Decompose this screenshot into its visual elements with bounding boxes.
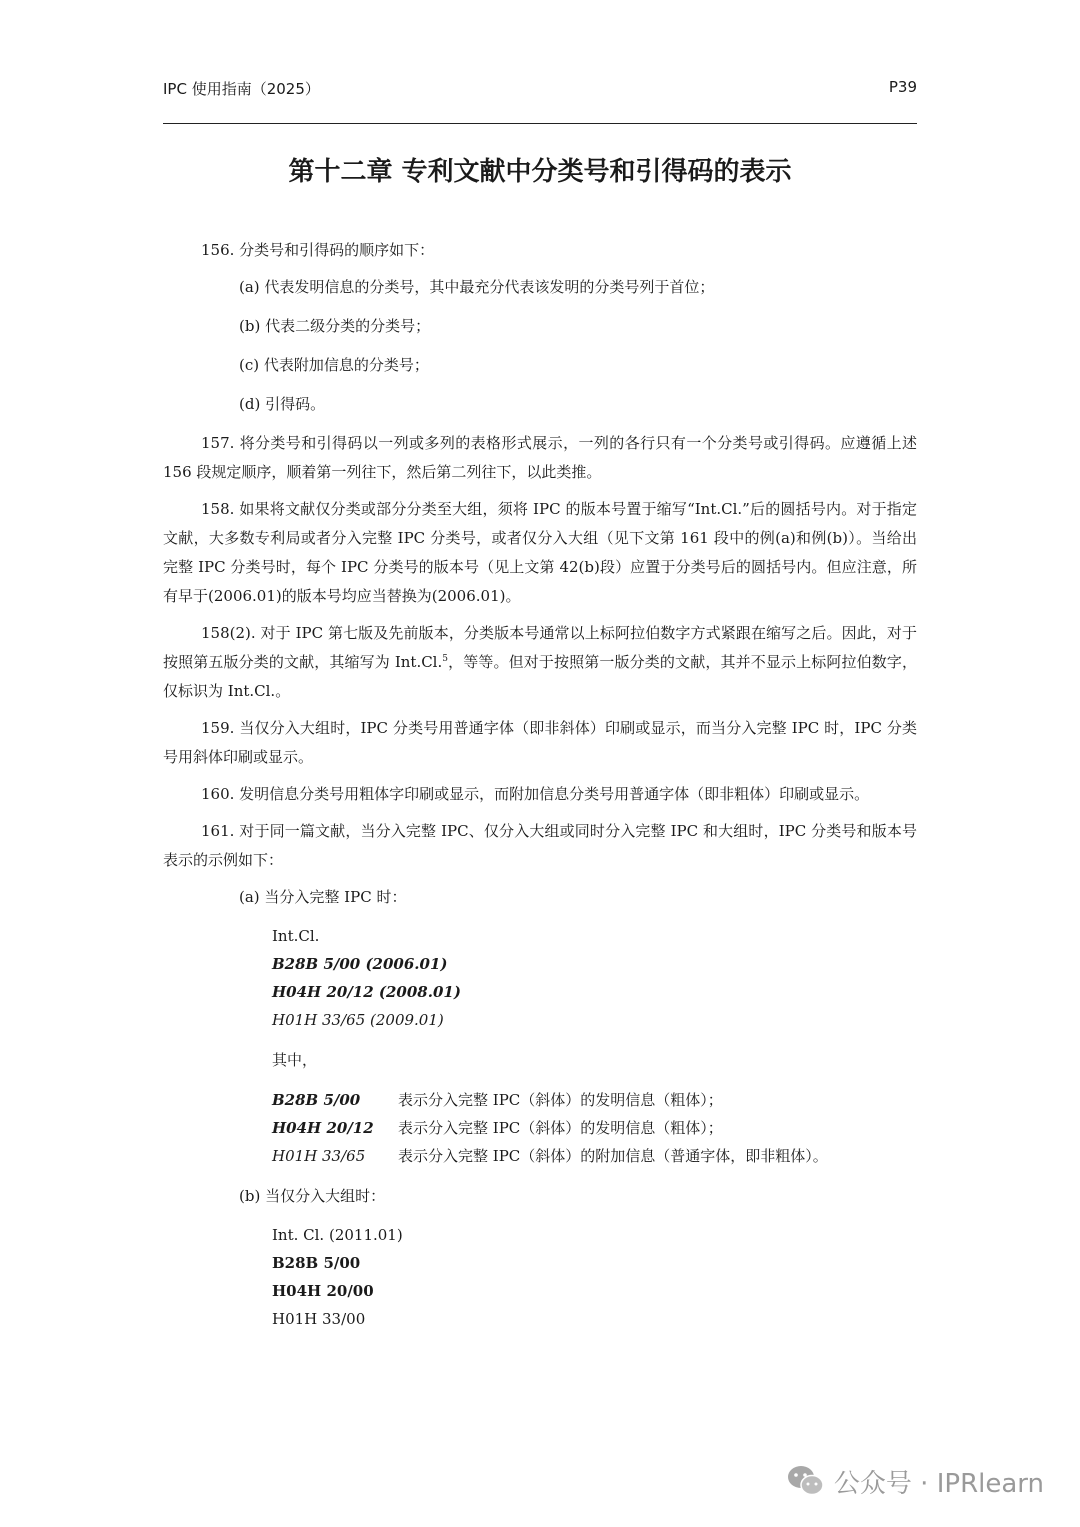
document-body [163, 236, 917, 1333]
paragraph-158: 158. 如果将文献仅分类或部分分类至大组，须将 IPC 的版本号置于缩写“Int.Cl.”后的圆括号内。对于指定文献，大多数专利局或者分入完整 IPC 分类号，或者仅分入大组（见下文第 161 段中的例(a)和例(b)）。当给出完整 IPC 分类号时，每个 IPC 分类号的版本号（见上文第 42(b)段）应置于分类号后的圆括号内。但应注意，所有早于(2006.01)的版本号均应当替换为(2006.01)。 [163, 500, 917, 605]
explanation-desc-1: 表示分入完整 IPC（斜体）的发明信息（粗体）； [398, 1091, 723, 1109]
page-number: P39 [888, 78, 917, 96]
paragraph-158-2-part2: ，等等。但对于按照第一版分类的文献，其并不显示上标阿拉伯数字，仅标识为 Int.Cl.。 [163, 653, 917, 700]
explanation-row-2 [272, 1114, 917, 1142]
watermark-text: 公众号 · IPRlearn [833, 1468, 1044, 1499]
example-b-block [272, 1221, 917, 1333]
example-a-line-3: H01H 33/65 (2009.01) [272, 1011, 444, 1029]
example-a-intcl: Int.Cl. [272, 927, 320, 945]
page-header [163, 78, 917, 104]
example-a-block [272, 922, 917, 1170]
explanation-row-1 [272, 1086, 917, 1114]
example-b-label: (b) 当仅分入大组时： [239, 1187, 386, 1205]
explanation-row-3 [272, 1142, 917, 1170]
example-b-line-2: H04H 20/00 [272, 1282, 374, 1300]
paragraph-158-2-part1: 158(2). 对于 IPC 第七版及先前版本，分类版本号通常以上标阿拉伯数字方式紧跟在缩写之后。因此，对于按照第五版分类的文献，其缩写为 Int.Cl. [163, 624, 917, 671]
paragraph-157: 157. 将分类号和引得码以一列或多列的表格形式展示，一列的各行只有一个分类号或引得码。应遵循上述 156 段规定顺序，顺着第一列往下，然后第二列往下，以此类推。 [163, 434, 917, 481]
chapter-title: 第十二章 专利文献中分类号和引得码的表示 [288, 157, 792, 187]
example-b-line-1: B28B 5/00 [272, 1254, 361, 1272]
paragraph-160: 160. 发明信息分类号用粗体字印刷或显示，而附加信息分类号用普通字体（即非粗体）印刷或显示。 [201, 785, 870, 803]
watermark [786, 1461, 1044, 1501]
paragraph-156: 156. 分类号和引得码的顺序如下： [201, 241, 435, 259]
example-a-among: 其中， [272, 1051, 318, 1069]
example-b-line-3: H01H 33/00 [272, 1310, 366, 1328]
header-title: IPC 使用指南（2025） [163, 80, 320, 98]
paragraph-161: 161. 对于同一篇文献，当分入完整 IPC、仅分入大组或同时分入完整 IPC 和大组时，IPC 分类号和版本号表示的示例如下： [163, 822, 917, 869]
example-a-label: (a) 当分入完整 IPC 时： [239, 888, 407, 906]
list-item-156b: (b) 代表二级分类的分类号； [239, 317, 431, 335]
explanation-code-1: B28B 5/00 [272, 1091, 361, 1109]
example-b-intcl: Int. Cl. (2011.01) [272, 1226, 403, 1244]
example-a-line-2: H04H 20/12 (2008.01) [272, 983, 461, 1001]
explanation-code-3: H01H 33/65 [272, 1147, 366, 1165]
header-divider [163, 123, 917, 124]
explanation-desc-3: 表示分入完整 IPC（斜体）的附加信息（普通字体，即非粗体）。 [398, 1147, 828, 1165]
explanation-desc-2: 表示分入完整 IPC（斜体）的发明信息（粗体）； [398, 1119, 723, 1137]
superscript-version: 5 [442, 654, 448, 664]
list-item-156c: (c) 代表附加信息的分类号； [239, 356, 429, 374]
paragraph-159: 159. 当仅分入大组时，IPC 分类号用普通字体（即非斜体）印刷或显示，而当分入完整 IPC 时，IPC 分类号用斜体印刷或显示。 [163, 719, 917, 766]
paragraph-158-2 [163, 619, 917, 706]
explanation-code-2: H04H 20/12 [272, 1119, 374, 1137]
list-item-156a: (a) 代表发明信息的分类号，其中最充分代表该发明的分类号列于首位； [239, 278, 715, 296]
wechat-icon [786, 1464, 826, 1498]
example-a-line-1: B28B 5/00 (2006.01) [272, 955, 448, 973]
list-item-156d: (d) 引得码。 [239, 395, 326, 413]
